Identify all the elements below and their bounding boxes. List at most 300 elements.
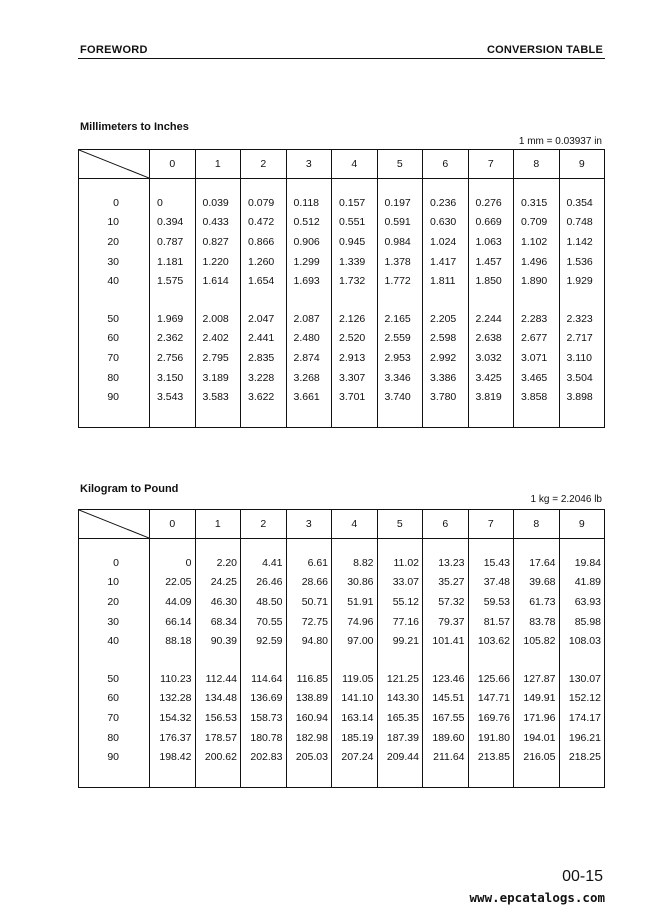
table-cell: 0 <box>150 553 196 573</box>
table-cell: 154.32 <box>150 708 196 728</box>
table-cell: 50.71 <box>286 592 332 612</box>
table-cell: 55.12 <box>377 592 423 612</box>
table-cell: 0.079 <box>241 193 287 213</box>
table-row <box>79 348 605 368</box>
spacer-cell <box>286 539 332 554</box>
page-number: 00-15 <box>562 868 603 885</box>
table-cell: 1.417 <box>423 252 469 272</box>
table-cell: 114.64 <box>241 669 287 689</box>
table-cell: 112.44 <box>195 669 241 689</box>
spacer-cell <box>195 407 241 428</box>
spacer-cell <box>332 539 378 554</box>
table-cell: 59.53 <box>468 592 514 612</box>
table-cell: 123.46 <box>423 669 469 689</box>
spacer-cell <box>286 651 332 669</box>
spacer-cell <box>79 539 150 554</box>
table-cell: 1.299 <box>286 252 332 272</box>
table-cell: 2.913 <box>332 348 378 368</box>
row-label: 40 <box>79 631 150 651</box>
table-cell: 2.087 <box>286 309 332 329</box>
header-right-title: CONVERSION TABLE <box>486 44 603 56</box>
table-cell: 6.61 <box>286 553 332 573</box>
table-row <box>79 747 605 767</box>
table-cell: 1.850 <box>468 271 514 291</box>
row-label: 50 <box>79 669 150 689</box>
table-cell: 2.008 <box>195 309 241 329</box>
table-cell: 196.21 <box>559 728 605 748</box>
column-header: 6 <box>423 150 469 179</box>
table-cell: 1.536 <box>559 252 605 272</box>
table-cell: 0.315 <box>514 193 560 213</box>
row-label: 90 <box>79 387 150 407</box>
table-cell: 1.890 <box>514 271 560 291</box>
table-cell: 2.362 <box>150 329 196 349</box>
spacer-cell <box>559 179 605 194</box>
table-cell: 2.520 <box>332 329 378 349</box>
table-cell: 178.57 <box>195 728 241 748</box>
table-cell: 68.34 <box>195 612 241 632</box>
row-label: 0 <box>79 193 150 213</box>
spacer-cell <box>150 539 196 554</box>
table-cell: 136.69 <box>241 689 287 709</box>
spacer-cell <box>423 539 469 554</box>
table-cell: 2.835 <box>241 348 287 368</box>
spacer-cell <box>79 179 150 194</box>
table-cell: 46.30 <box>195 592 241 612</box>
table-cell: 2.126 <box>332 309 378 329</box>
table-cell: 0.591 <box>377 213 423 233</box>
spacer-cell <box>150 767 196 788</box>
table-cell: 26.46 <box>241 573 287 593</box>
table-cell: 0.236 <box>423 193 469 213</box>
table-cell: 99.21 <box>377 631 423 651</box>
table-cell: 1.575 <box>150 271 196 291</box>
table-cell: 63.93 <box>559 592 605 612</box>
table-cell: 130.07 <box>559 669 605 689</box>
spacer-row <box>79 291 605 309</box>
table-cell: 167.55 <box>423 708 469 728</box>
table-row <box>79 213 605 233</box>
table-row <box>79 252 605 272</box>
table-cell: 3.425 <box>468 368 514 388</box>
table-cell: 0.394 <box>150 213 196 233</box>
spacer-cell <box>241 539 287 554</box>
table-cell: 127.87 <box>514 669 560 689</box>
spacer-cell <box>150 291 196 309</box>
spacer-cell <box>468 291 514 309</box>
spacer-cell <box>423 291 469 309</box>
row-label: 80 <box>79 368 150 388</box>
table-cell: 3.268 <box>286 368 332 388</box>
table-cell: 3.110 <box>559 348 605 368</box>
table-cell: 101.41 <box>423 631 469 651</box>
table-cell: 3.071 <box>514 348 560 368</box>
spacer-cell <box>514 179 560 194</box>
table-cell: 105.82 <box>514 631 560 651</box>
table-cell: 3.504 <box>559 368 605 388</box>
table-cell: 61.73 <box>514 592 560 612</box>
table-row <box>79 553 605 573</box>
table-cell: 213.85 <box>468 747 514 767</box>
table-cell: 194.01 <box>514 728 560 748</box>
spacer-cell <box>559 651 605 669</box>
table-cell: 77.16 <box>377 612 423 632</box>
table-cell: 191.80 <box>468 728 514 748</box>
table-cell: 185.19 <box>332 728 378 748</box>
table-cell: 19.84 <box>559 553 605 573</box>
table-cell: 83.78 <box>514 612 560 632</box>
table-cell: 0.157 <box>332 193 378 213</box>
table-cell: 1.969 <box>150 309 196 329</box>
table-cell: 121.25 <box>377 669 423 689</box>
table-cell: 2.953 <box>377 348 423 368</box>
table-cell: 2.20 <box>195 553 241 573</box>
table-cell: 0.551 <box>332 213 378 233</box>
table-cell: 119.05 <box>332 669 378 689</box>
table-cell: 97.00 <box>332 631 378 651</box>
table-cell: 37.48 <box>468 573 514 593</box>
table-cell: 1.772 <box>377 271 423 291</box>
spacer-cell <box>150 651 196 669</box>
table-cell: 0.709 <box>514 213 560 233</box>
table-cell: 169.76 <box>468 708 514 728</box>
spacer-cell <box>195 179 241 194</box>
table-cell: 147.71 <box>468 689 514 709</box>
spacer-cell <box>286 767 332 788</box>
column-header: 7 <box>468 150 514 179</box>
spacer-cell <box>514 651 560 669</box>
column-header: 2 <box>241 150 287 179</box>
spacer-cell <box>332 407 378 428</box>
table-cell: 174.17 <box>559 708 605 728</box>
table-cell: 15.43 <box>468 553 514 573</box>
table-cell: 1.929 <box>559 271 605 291</box>
spacer-cell <box>241 767 287 788</box>
spacer-cell <box>286 407 332 428</box>
table-cell: 1.811 <box>423 271 469 291</box>
table-cell: 108.03 <box>559 631 605 651</box>
row-label: 70 <box>79 348 150 368</box>
table-cell: 81.57 <box>468 612 514 632</box>
table-cell: 48.50 <box>241 592 287 612</box>
table-cell: 180.78 <box>241 728 287 748</box>
table-cell: 57.32 <box>423 592 469 612</box>
table-cell: 0.039 <box>195 193 241 213</box>
row-label: 10 <box>79 213 150 233</box>
table-cell: 2.441 <box>241 329 287 349</box>
table-cell: 92.59 <box>241 631 287 651</box>
table-cell: 2.402 <box>195 329 241 349</box>
table-cell: 44.09 <box>150 592 196 612</box>
row-label: 20 <box>79 592 150 612</box>
spacer-cell <box>377 179 423 194</box>
table-cell: 2.480 <box>286 329 332 349</box>
table-row <box>79 193 605 213</box>
table-cell: 11.02 <box>377 553 423 573</box>
spacer-cell <box>79 767 150 788</box>
row-label: 10 <box>79 573 150 593</box>
table-cell: 1.378 <box>377 252 423 272</box>
table-cell: 72.75 <box>286 612 332 632</box>
table-cell: 2.205 <box>423 309 469 329</box>
corner-diagonal-line <box>79 150 149 178</box>
spacer-cell <box>423 651 469 669</box>
table-cell: 8.82 <box>332 553 378 573</box>
corner-cell <box>79 510 150 539</box>
table-cell: 0.906 <box>286 232 332 252</box>
table-cell: 2.047 <box>241 309 287 329</box>
spacer-row <box>79 407 605 428</box>
table-cell: 2.756 <box>150 348 196 368</box>
table-row <box>79 309 605 329</box>
spacer-cell <box>468 651 514 669</box>
table-cell: 66.14 <box>150 612 196 632</box>
table-cell: 0.354 <box>559 193 605 213</box>
table-cell: 3.661 <box>286 387 332 407</box>
spacer-cell <box>377 291 423 309</box>
table-cell: 216.05 <box>514 747 560 767</box>
table-row <box>79 592 605 612</box>
table-cell: 189.60 <box>423 728 469 748</box>
table-cell: 202.83 <box>241 747 287 767</box>
table-cell: 17.64 <box>514 553 560 573</box>
table-cell: 0.276 <box>468 193 514 213</box>
table-cell: 0.433 <box>195 213 241 233</box>
spacer-cell <box>514 407 560 428</box>
table-cell: 3.307 <box>332 368 378 388</box>
table-cell: 30.86 <box>332 573 378 593</box>
table-cell: 70.55 <box>241 612 287 632</box>
row-label: 40 <box>79 271 150 291</box>
spacer-cell <box>79 407 150 428</box>
spacer-cell <box>79 651 150 669</box>
table-cell: 125.66 <box>468 669 514 689</box>
table-cell: 3.858 <box>514 387 560 407</box>
table-cell: 0.669 <box>468 213 514 233</box>
spacer-row <box>79 767 605 788</box>
column-header: 2 <box>241 510 287 539</box>
table-cell: 3.543 <box>150 387 196 407</box>
table-cell: 2.323 <box>559 309 605 329</box>
table-cell: 152.12 <box>559 689 605 709</box>
table-cell: 176.37 <box>150 728 196 748</box>
table-cell: 3.228 <box>241 368 287 388</box>
table-cell: 0.472 <box>241 213 287 233</box>
spacer-cell <box>241 291 287 309</box>
table-cell: 3.898 <box>559 387 605 407</box>
spacer-cell <box>195 651 241 669</box>
spacer-cell <box>468 407 514 428</box>
table-cell: 1.496 <box>514 252 560 272</box>
row-label: 60 <box>79 689 150 709</box>
table-cell: 3.346 <box>377 368 423 388</box>
spacer-cell <box>150 407 196 428</box>
kg-table-header-row <box>79 510 605 539</box>
spacer-cell <box>559 291 605 309</box>
table-cell: 79.37 <box>423 612 469 632</box>
spacer-cell <box>514 291 560 309</box>
column-header: 9 <box>559 150 605 179</box>
table-row <box>79 708 605 728</box>
table-cell: 2.244 <box>468 309 514 329</box>
row-label: 20 <box>79 232 150 252</box>
table-cell: 209.44 <box>377 747 423 767</box>
column-header: 4 <box>332 150 378 179</box>
table-cell: 1.220 <box>195 252 241 272</box>
mm-conversion-factor: 1 mm = 0.03937 in <box>518 136 602 147</box>
table-cell: 211.64 <box>423 747 469 767</box>
header-left-title: FOREWORD <box>80 44 148 56</box>
table-cell: 0.630 <box>423 213 469 233</box>
spacer-cell <box>559 767 605 788</box>
corner-diagonal-line <box>79 510 149 538</box>
column-header: 5 <box>377 510 423 539</box>
table-cell: 1.024 <box>423 232 469 252</box>
table-cell: 51.91 <box>332 592 378 612</box>
table-cell: 3.032 <box>468 348 514 368</box>
table-cell: 2.677 <box>514 329 560 349</box>
table-cell: 3.150 <box>150 368 196 388</box>
table-cell: 0.197 <box>377 193 423 213</box>
row-label: 90 <box>79 747 150 767</box>
spacer-cell <box>468 539 514 554</box>
spacer-row <box>79 539 605 554</box>
table-cell: 0.512 <box>286 213 332 233</box>
row-label: 0 <box>79 553 150 573</box>
table-cell: 0.984 <box>377 232 423 252</box>
table-cell: 2.283 <box>514 309 560 329</box>
spacer-row <box>79 651 605 669</box>
column-header: 0 <box>150 510 196 539</box>
spacer-cell <box>559 539 605 554</box>
table-cell: 143.30 <box>377 689 423 709</box>
table-cell: 132.28 <box>150 689 196 709</box>
table-cell: 138.89 <box>286 689 332 709</box>
table-row <box>79 387 605 407</box>
row-label: 50 <box>79 309 150 329</box>
table-cell: 0.866 <box>241 232 287 252</box>
column-header: 3 <box>286 150 332 179</box>
spacer-cell <box>241 179 287 194</box>
table-cell: 116.85 <box>286 669 332 689</box>
spacer-cell <box>332 651 378 669</box>
table-row <box>79 631 605 651</box>
mm-table-header-row <box>79 150 605 179</box>
column-header: 1 <box>195 150 241 179</box>
table-cell: 149.91 <box>514 689 560 709</box>
row-label: 80 <box>79 728 150 748</box>
spacer-cell <box>377 767 423 788</box>
table-cell: 218.25 <box>559 747 605 767</box>
table-cell: 41.89 <box>559 573 605 593</box>
table-cell: 1.181 <box>150 252 196 272</box>
table-row <box>79 329 605 349</box>
spacer-cell <box>514 539 560 554</box>
spacer-cell <box>423 767 469 788</box>
table-cell: 182.98 <box>286 728 332 748</box>
row-label: 30 <box>79 252 150 272</box>
table-row <box>79 573 605 593</box>
spacer-cell <box>377 651 423 669</box>
table-row <box>79 689 605 709</box>
spacer-cell <box>332 291 378 309</box>
table-cell: 0 <box>150 193 196 213</box>
table-row <box>79 669 605 689</box>
table-cell: 0.118 <box>286 193 332 213</box>
spacer-cell <box>423 179 469 194</box>
table-row <box>79 232 605 252</box>
table-cell: 24.25 <box>195 573 241 593</box>
table-cell: 4.41 <box>241 553 287 573</box>
table-cell: 207.24 <box>332 747 378 767</box>
table-cell: 2.795 <box>195 348 241 368</box>
spacer-cell <box>150 179 196 194</box>
spacer-cell <box>195 539 241 554</box>
table-cell: 1.654 <box>241 271 287 291</box>
watermark-text: www.epcatalogs.com <box>469 890 605 905</box>
table-cell: 1.339 <box>332 252 378 272</box>
table-cell: 163.14 <box>332 708 378 728</box>
table-cell: 3.386 <box>423 368 469 388</box>
table-row <box>79 271 605 291</box>
spacer-cell <box>377 407 423 428</box>
spacer-cell <box>377 539 423 554</box>
column-header: 8 <box>514 510 560 539</box>
table-cell: 0.748 <box>559 213 605 233</box>
table-cell: 145.51 <box>423 689 469 709</box>
table-cell: 88.18 <box>150 631 196 651</box>
table-cell: 205.03 <box>286 747 332 767</box>
table-cell: 2.638 <box>468 329 514 349</box>
table-cell: 35.27 <box>423 573 469 593</box>
table-cell: 28.66 <box>286 573 332 593</box>
table-cell: 2.559 <box>377 329 423 349</box>
spacer-cell <box>195 767 241 788</box>
table-cell: 134.48 <box>195 689 241 709</box>
spacer-cell <box>423 407 469 428</box>
table-row <box>79 612 605 632</box>
table-cell: 0.787 <box>150 232 196 252</box>
table-cell: 141.10 <box>332 689 378 709</box>
table-cell: 1.732 <box>332 271 378 291</box>
table-cell: 33.07 <box>377 573 423 593</box>
table-cell: 3.701 <box>332 387 378 407</box>
row-label: 60 <box>79 329 150 349</box>
spacer-cell <box>79 291 150 309</box>
table-cell: 156.53 <box>195 708 241 728</box>
column-header: 5 <box>377 150 423 179</box>
table-cell: 94.80 <box>286 631 332 651</box>
header-rule <box>78 58 605 59</box>
spacer-cell <box>286 291 332 309</box>
spacer-cell <box>286 179 332 194</box>
kg-to-lb-table <box>78 509 605 788</box>
kg-conversion-factor: 1 kg = 2.2046 lb <box>530 494 602 505</box>
table-cell: 171.96 <box>514 708 560 728</box>
table-cell: 2.165 <box>377 309 423 329</box>
corner-cell <box>79 150 150 179</box>
spacer-cell <box>241 651 287 669</box>
table-cell: 22.05 <box>150 573 196 593</box>
table-cell: 1.063 <box>468 232 514 252</box>
column-header: 1 <box>195 510 241 539</box>
column-header: 6 <box>423 510 469 539</box>
spacer-cell <box>241 407 287 428</box>
column-header: 3 <box>286 510 332 539</box>
table-cell: 198.42 <box>150 747 196 767</box>
table-cell: 39.68 <box>514 573 560 593</box>
spacer-cell <box>468 767 514 788</box>
